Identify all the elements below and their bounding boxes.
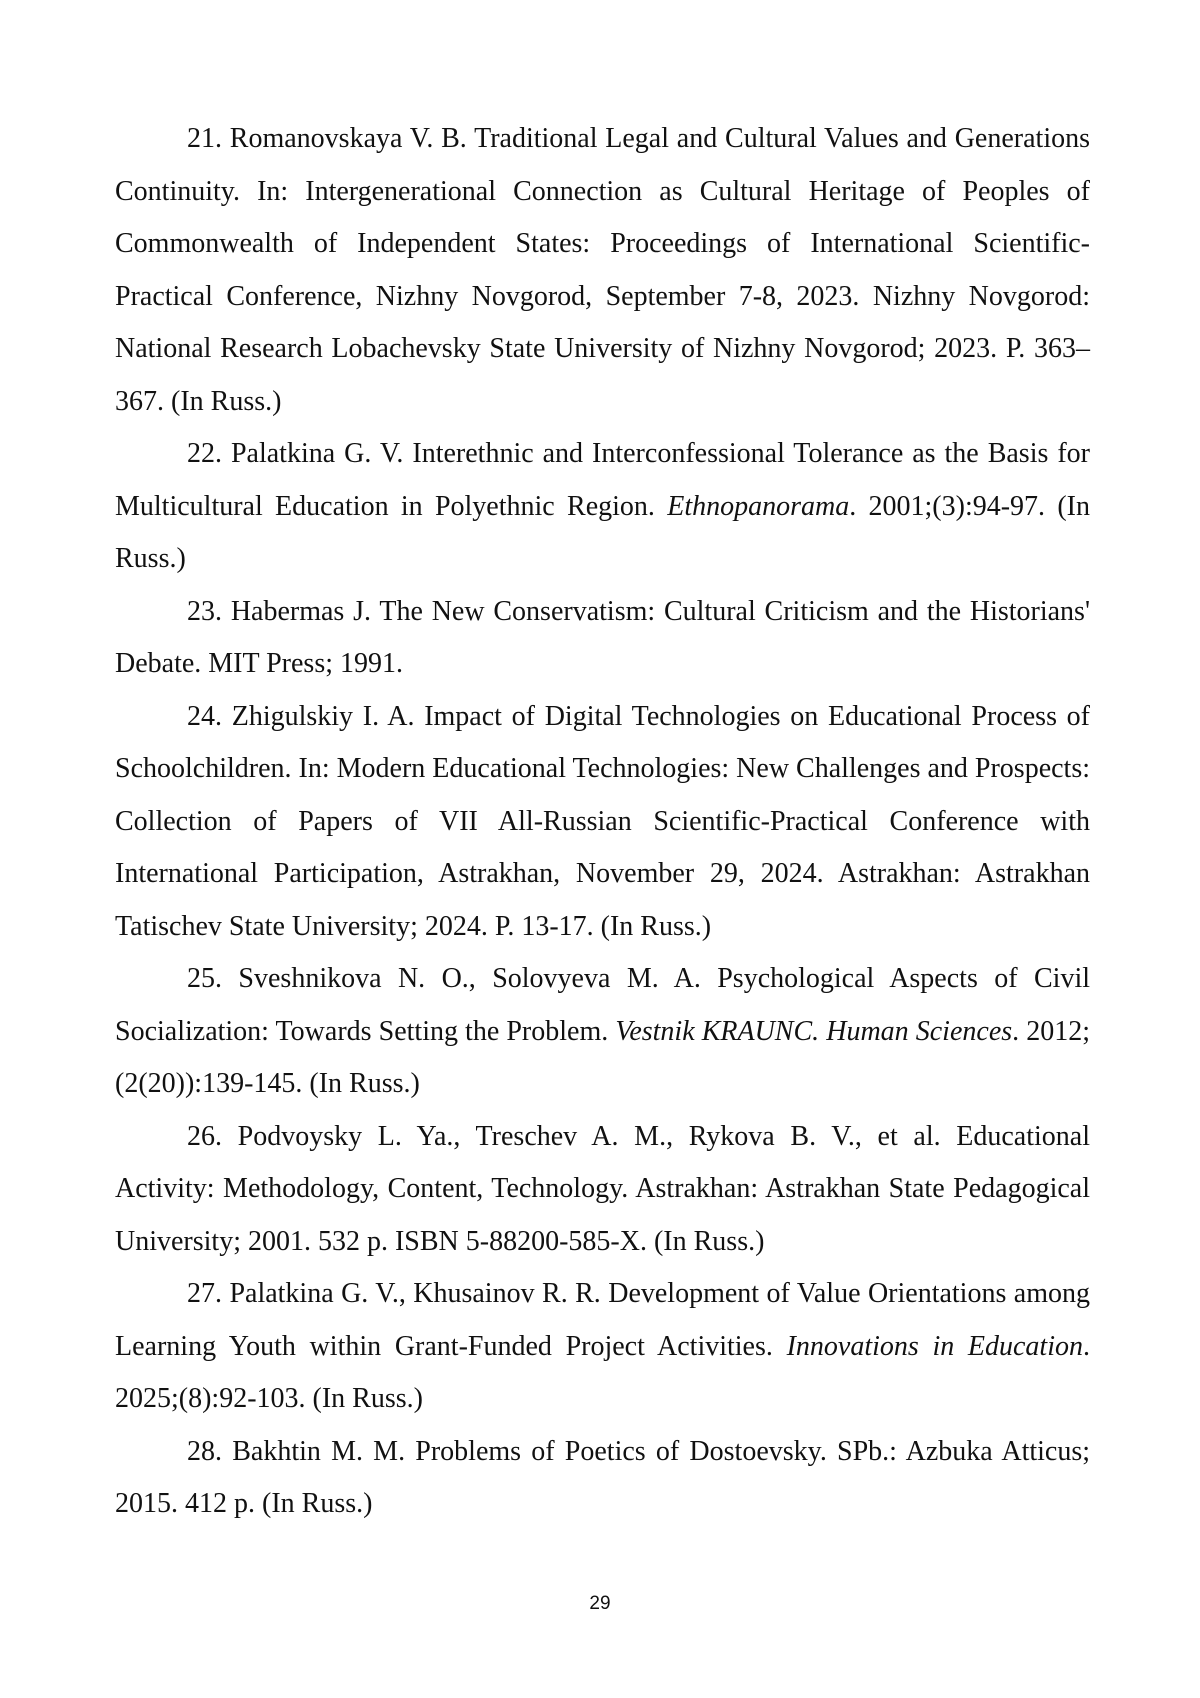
reference-item <box>115 691 1090 954</box>
page-number: 29 <box>589 1593 611 1614</box>
reference-item <box>115 113 1090 428</box>
reference-text: Romanovskaya V. B. Traditional Legal and Cultural Values and Generations Continuity. In: Intergenerational Connection as Cultural Heritage of Peoples of Commonwealth of Independent States: Proceedings of International Scientific-Practical Conference, Nizhny Novgorod, September 7-8, 2023. Nizhny Novgorod: National Research Lobachevsky State University of Nizhny Novgorod; 2023. P. 363–367. (In Russ.) <box>115 123 1090 417</box>
reference-text: Zhigulskiy I. A. Impact of Digital Technologies on Educational Process of Schoolchildren. In: Modern Educational Technologies: New Challenges and Prospects: Collection of Papers of VII All-Russian Scientific-Practical Conference with International Participation, Astrakhan, November 29, 2024. Astrakhan: Astrakhan Tatischev State University; 2024. P. 13-17. (In Russ.) <box>115 700 1091 942</box>
reference-number: 24. <box>187 700 222 732</box>
reference-text: Palatkina G. V. Interethnic and Interconfessional Tolerance as the Basis for Multicultural Education in Polyethnic Region. <box>115 438 1090 522</box>
reference-text: . 2012;(2(20)):139-145. (In Russ.) <box>115 1015 1091 1099</box>
reference-text: Bakhtin M. M. Problems of Poetics of Dostoevsky. SPb.: Azbuka Atticus; 2015. 412 p. (In Russ.) <box>115 1435 1091 1519</box>
reference-source-title: Innovations in Education <box>786 1330 1083 1362</box>
reference-number: 25. <box>187 963 222 994</box>
reference-number: 23. <box>187 595 222 627</box>
reference-item <box>115 586 1090 691</box>
reference-text: . 2025;(8):92-103. (In Russ.) <box>115 1330 1090 1414</box>
reference-source-title: Ethnopanorama <box>667 490 850 522</box>
reference-item <box>115 953 1090 1111</box>
reference-item <box>115 1111 1090 1269</box>
reference-text: Habermas J. The New Conservatism: Cultural Criticism and the Historians' Debate. MIT Press; 1991. <box>115 595 1090 679</box>
reference-number: 22. <box>187 438 222 469</box>
reference-item <box>115 428 1090 586</box>
reference-item <box>115 1426 1090 1531</box>
reference-item <box>115 1268 1090 1426</box>
reference-number: 28. <box>187 1435 222 1467</box>
reference-number: 21. <box>187 123 222 154</box>
reference-source-title: Vestnik KRAUNC. Human Sciences <box>615 1015 1013 1047</box>
reference-text: . 2001;(3):94-97. (In Russ.) <box>115 490 1091 574</box>
reference-list <box>115 113 1090 1531</box>
reference-text: Palatkina G. V., Khusainov R. R. Development of Value Orientations among Learning Youth within Grant-Funded Project Activities. <box>115 1278 1090 1362</box>
reference-text: Podvoysky L. Ya., Treschev A. M., Rykova B. V., et al. Educational Activity: Methodology, Content, Technology. Astrakhan: Astrakhan State Pedagogical University; 2001. 532 p. ISBN 5-88200-585-X. (In Russ.) <box>115 1120 1090 1257</box>
reference-text: Sveshnikova N. O., Solovyeva M. A. Psychological Aspects of Civil Socialization: Towards Setting the Problem. <box>115 963 1091 1047</box>
reference-number: 27. <box>187 1278 222 1309</box>
reference-number: 26. <box>187 1120 222 1152</box>
